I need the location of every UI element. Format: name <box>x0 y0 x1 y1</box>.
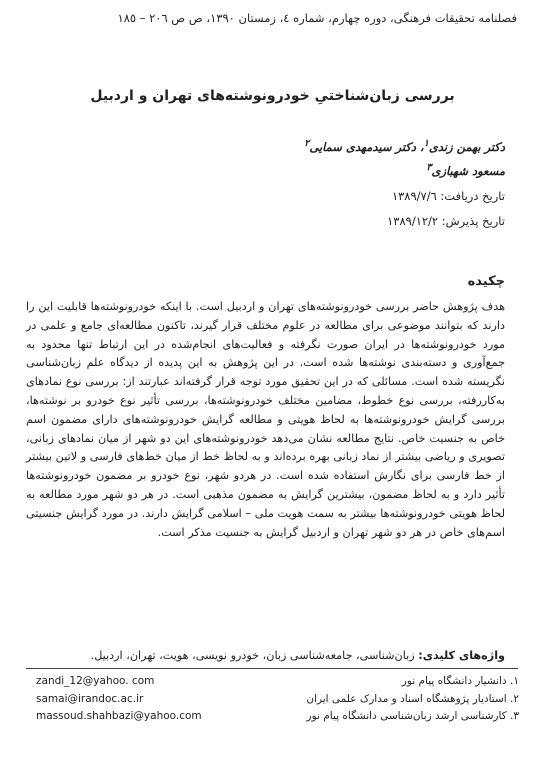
author-emails <box>36 673 236 726</box>
paper-title: بررسی زبان‌شناختیِ خودرونوشته‌های تهران و اردبیل <box>90 88 455 104</box>
affiliation-item: ٢. استادیار پژوهشگاه اسناد و مدارک علمی ایران <box>306 692 519 705</box>
affiliation-item: ١. دانشیار دانشگاه پیام نور <box>401 675 519 687</box>
affiliation-item: ٣. کارشناسی ارشد زبان‌شناسی دانشگاه پیام نور <box>306 710 519 722</box>
author-email[interactable]: zandi_12@yahoo. com <box>36 675 155 687</box>
authors-line-2: مسعود شهبازی$^٣$ <box>426 162 505 178</box>
author-email[interactable]: samai@irandoc.ac.ir <box>36 692 144 705</box>
footnote-divider <box>26 668 518 669</box>
abstract-heading: چکیده <box>467 274 505 289</box>
author-email[interactable]: massoud.shahbazi@yahoo.com <box>36 710 202 722</box>
journal-header: فصلنامه تحقیقات فرهنگی، دوره چهارم، شماره ٤، زمستان ١٣٩٠، ص ص ٢٠٦ – ١٨٥ <box>117 11 517 25</box>
keywords-text: زبان‌شناسی، جامعه‌شناسی زبان، خودرو نویسی، هویت، تهران، اردبیل. <box>90 649 419 662</box>
keywords <box>26 647 505 665</box>
received-date: تاریخ دریافت: ١٣٨٩/٧/٦ <box>391 189 505 203</box>
authors-line-1: دکتر بهمن زندی$^١$، دکتر سیدمهدی سمایی$^٢$ <box>304 138 505 154</box>
author-affiliations <box>229 673 519 726</box>
keywords-label: واژه‌های کلیدی: <box>418 649 505 662</box>
abstract-body: هدف پژوهش حاضر بررسی خودرونوشته‌های تهران و اردبیل است. با اینکه خودرونوشته‌ها قابلیت این را دارند که بتوانند موضوعی برای مطالعه در علوم مختلف قرار گیرند، تاکنون مطالعه‌ای جامع و علمی در مورد خودرونوشته‌ها در ایران صورت نگرفته و فعالیت‌های انجام‌شده در این ارتباط تنها محدود به جمع‌آوری و دسته‌بندی نوشته‌ها شده است. در این پژوهش به این پدیده از دیدگاه علم زبان‌شناسی نگریسته شده است. مسائلی که در این تحقیق مورد توجه قرار گرفته‌اند عبارتند از: بررسی نوع نمادهای به‌کاررفته، بررسی نوع خطوط، مضامین مختلف خودرونوشته‌ها، بررسی تأثیر نوع خودرو بر نوشته‌ها، بررسی گرایش خودرونوشته‌ها به لحاظ هویتی و مطالعه گرایش خودرونوشته‌های دارای مضمون اسم خاص به جنسیت خاص. نتایج مطالعه نشان می‌دهد خودرونوشته‌های این دو شهر از میان نمادهای زبانی، تصویری و ریاضی بیشتر از نماد زبانی بهره برده‌اند و به لحاظ خط از میان خط‌های فارسی و لاتین بیشتر از خط فارسی برای نگارش استفاده شده است. در هردو شهر، نوع خودرو بر مضمون خودرونوشته‌ها تأثیر دارد و به لحاظ مضمون، بیشترین گرایش به مضمون مذهبی است. در هر دو شهر مورد مطالعه به لحاظ هویتی خودرونوشته‌ها بیشتر به سمت هویت ملی – اسلامی گرایش دارند. در مورد گرایش جنسیتی اسم‌های خاص در هر دو شهر تهران و اردبیل گرایش به جنسیت مذکر است. <box>26 300 505 539</box>
accepted-date: تاریخ پذیرش: ١٣٨٩/١٢/٢ <box>387 214 505 228</box>
